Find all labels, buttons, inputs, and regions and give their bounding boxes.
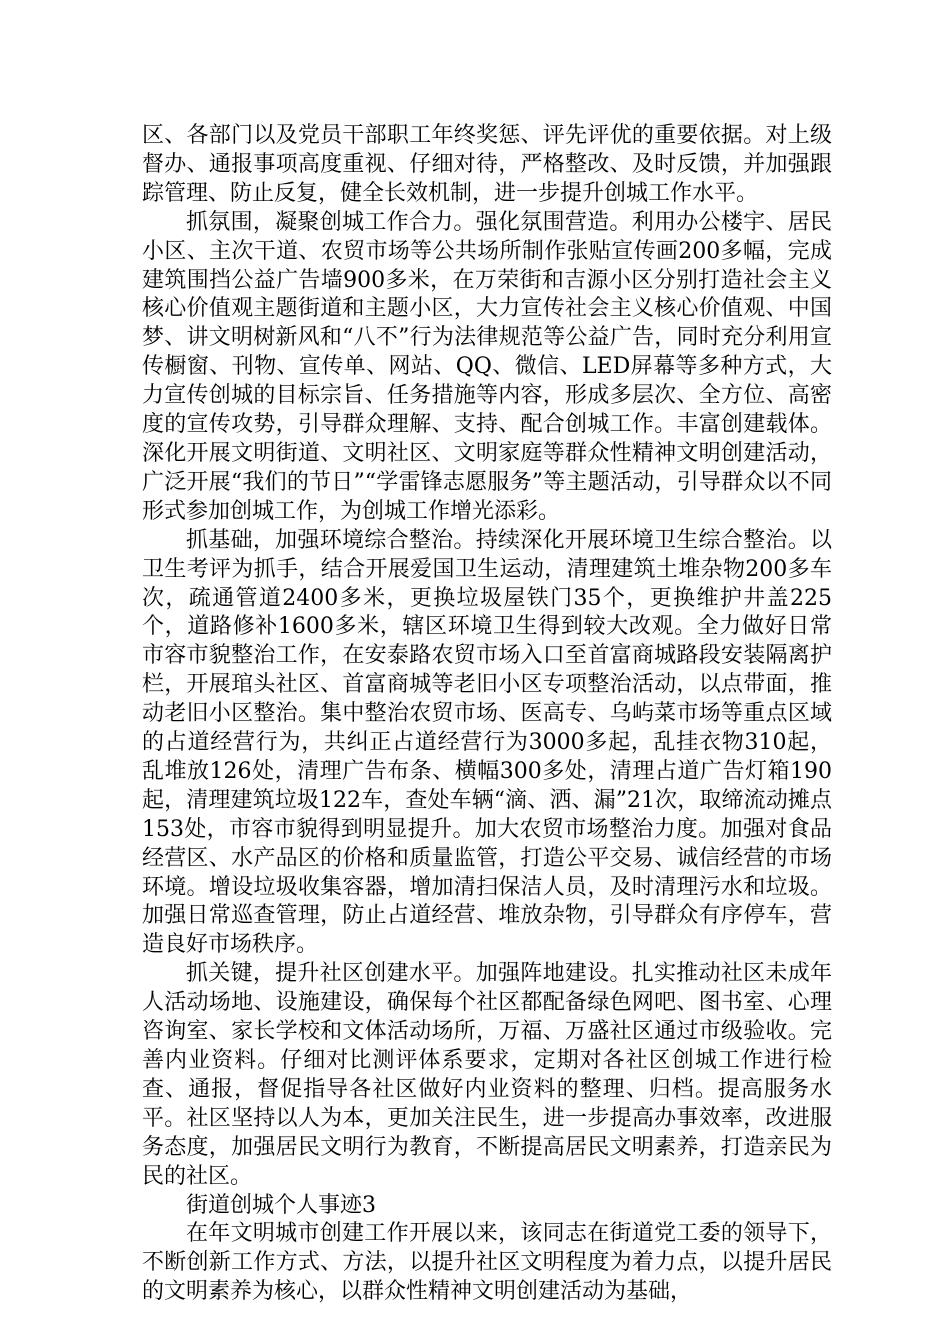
document-body [142, 122, 832, 1307]
paragraph-atmosphere: 抓氛围，凝聚创城工作合力。强化氛围营造。利用办公楼宇、居民小区、主次干道、农贸市场等公共场所制作张贴宣传画200多幅，完成建筑围挡公益广告墙900多米，在万荣街和吉源小区分别打造社会主义核心价值观主题街道和主题小区，大力宣传社会主义核心价值观、中国梦、讲文明树新风和“八不”行为法律规范等公益广告，同时充分利用宣传橱窗、刊物、宣传单、网站、QQ、微信、LED屏幕等多种方式，大力宣传创城的目标宗旨、任务措施等内容，形成多层次、全方位、高密度的宣传攻势，引导群众理解、支持、配合创城工作。丰富创建载体。深化开展文明街道、文明社区、文明家庭等群众性精神文明创建活动，广泛开展“我们的节日”“学雷锋志愿服务”等主题活动，引导群众以不同形式参加创城工作，为创城工作增光添彩。 [142, 209, 832, 524]
paragraph-environment: 抓基础，加强环境综合整治。持续深化开展环境卫生综合整治。以卫生考评为抓手，结合开展爱国卫生运动，清理建筑土堆杂物200多车次，疏通管道2400多米，更换垃圾屋铁门35个，更换维护井盖225个，道路修补1600多米，辖区环境卫生得到较大改观。全力做好日常市容市貌整治工作，在安泰路农贸市场入口至首富商城路段安装隔离护栏，开展琯头社区、首富商城等老旧小区专项整治活动，以点带面，推动老旧小区整治。集中整治农贸市场、医高专、乌屿菜市场等重点区域的占道经营行为，共纠正占道经营行为3000多起，乱挂衣物310起，乱堆放126处，清理广告布条、横幅300多处，清理占道广告灯箱190起，清理建筑垃圾122车，查处车辆“滴、洒、漏”21次，取缔流动摊点153处，市容市貌得到明显提升。加大农贸市场整治力度。加强对食品经营区、水产品区的价格和质量监管，打造公平交易、诚信经营的市场环境。增设垃圾收集容器，增加清扫保洁人员，及时清理污水和垃圾。加强日常巡查管理，防止占道经营、堆放杂物，引导群众有序停车，营造良好市场秩序。 [142, 527, 832, 958]
paragraph-continuation: 区、各部门以及党员干部职工年终奖惩、评先评优的重要依据。对上级督办、通报事项高度重视、仔细对待，严格整改、及时反馈，并加强跟踪管理、防止反复，健全长效机制，进一步提升创城工作水平。 [142, 123, 832, 206]
paragraph-community: 抓关键，提升社区创建水平。加强阵地建设。扎实推动社区未成年人活动场地、设施建设，确保每个社区都配备绿色网吧、图书室、心理咨询室、家长学校和文体活动场所，万福、万盛社区通过市级验收。完善内业资料。仔细对比测评体系要求，定期对各社区创城工作进行检查、通报，督促指导各社区做好内业资料的整理、归档。提高服务水平。社区坚持以人为本，更加关注民生，进一步提高办事效率，改进服务态度，加强居民文明行为教育，不断提高居民文明素养，打造亲民为民的社区。 [142, 961, 832, 1189]
section-heading: 街道创城个人事迹3 [186, 1192, 376, 1218]
paragraph-personal-deeds: 在年文明城市创建工作开展以来，该同志在街道党工委的领导下，不断创新工作方式、方法，以提升社区文明程度为着力点，以提升居民的文明素养为核心，以群众性精神文明创建活动为基础， [142, 1221, 832, 1305]
